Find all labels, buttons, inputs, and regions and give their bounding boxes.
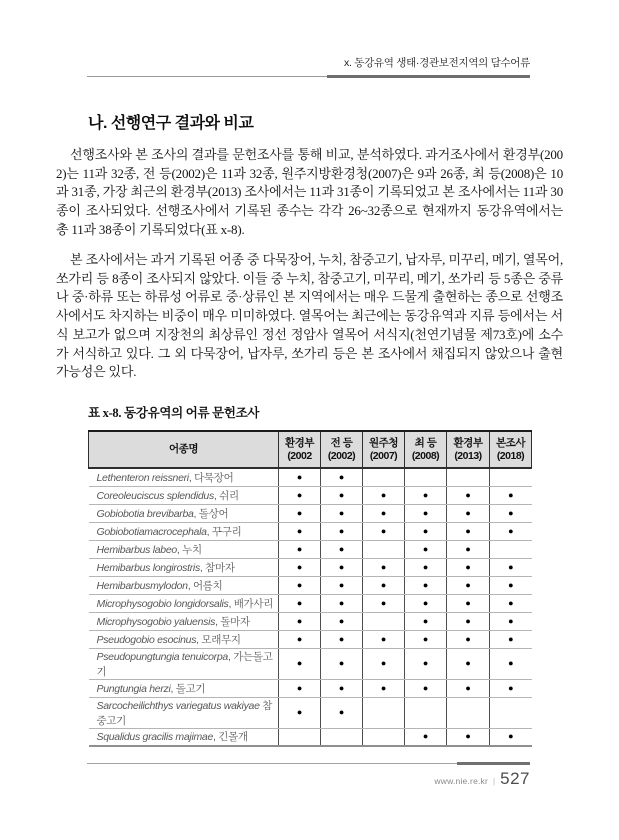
- footer-rule: [87, 762, 530, 765]
- species-name-cell: [89, 468, 279, 486]
- presence-mark-cell: ●: [447, 648, 490, 679]
- header-rule: [87, 75, 530, 78]
- presence-mark-cell: ●: [321, 612, 363, 630]
- species-name-cell: [89, 540, 279, 558]
- presence-mark-cell: ●: [279, 576, 321, 594]
- presence-mark-cell: ●: [490, 630, 532, 648]
- table-row: [89, 504, 532, 522]
- species-name-cell: [89, 679, 279, 697]
- presence-mark-cell: [490, 468, 532, 486]
- table-row: [89, 612, 532, 630]
- presence-mark-cell: ●: [405, 630, 447, 648]
- species-table-body: [89, 468, 532, 746]
- presence-mark-cell: ●: [363, 630, 405, 648]
- presence-mark-cell: ●: [363, 648, 405, 679]
- species-name-cell: [89, 594, 279, 612]
- species-korean-name: , 배가사리: [228, 597, 274, 610]
- presence-mark-cell: [490, 540, 532, 558]
- table-row: [89, 594, 532, 612]
- presence-mark-cell: ●: [279, 486, 321, 504]
- species-latin-name: Microphysogobio longidorsalis: [96, 597, 229, 610]
- species-korean-name: , 누치: [176, 543, 202, 556]
- presence-mark-cell: ●: [447, 540, 490, 558]
- species-latin-name: Squalidus gracilis majimae: [96, 731, 214, 744]
- column-header-survey-5: 환경부 (2013): [447, 431, 490, 468]
- presence-mark-cell: ●: [321, 630, 363, 648]
- presence-mark-cell: [447, 468, 490, 486]
- table-row: [89, 576, 532, 594]
- presence-mark-cell: [490, 697, 532, 728]
- species-korean-name: , 모래무지: [196, 633, 241, 646]
- table-row: [89, 728, 532, 746]
- species-name-cell: [89, 576, 279, 594]
- presence-mark-cell: [363, 468, 405, 486]
- presence-mark-cell: ●: [405, 522, 447, 540]
- species-korean-name: , 다묵장어: [188, 471, 234, 484]
- literature-table-wrap: [88, 430, 531, 747]
- presence-mark-cell: ●: [405, 486, 447, 504]
- species-latin-name: Coreoleuciscus splendidus: [96, 489, 214, 502]
- species-name-cell: [89, 648, 279, 679]
- species-latin-name: Hemibarbusmylodon: [96, 579, 188, 592]
- presence-mark-cell: ●: [490, 486, 532, 504]
- presence-mark-cell: ●: [321, 540, 363, 558]
- presence-mark-cell: ●: [321, 468, 363, 486]
- footer-rule-thick: [457, 762, 530, 765]
- presence-mark-cell: ●: [405, 648, 447, 679]
- species-korean-name: , 참마자: [199, 561, 235, 574]
- footer-site-url: www.nie.re.kr: [434, 776, 489, 786]
- page-header: [87, 55, 530, 78]
- presence-mark-cell: ●: [279, 648, 321, 679]
- presence-mark-cell: ●: [447, 679, 490, 697]
- species-latin-name: Gobiobotiamacrocephala: [96, 525, 207, 538]
- presence-mark-cell: ●: [321, 697, 363, 728]
- presence-mark-cell: ●: [279, 630, 321, 648]
- body-paragraph-1: 선행조사와 본 조사의 결과를 문헌조사를 통해 비교, 분석하였다. 과거조사에서 환경부(2002)는 11과 32종, 전 등(2002)은 11과 32종, 원주지방환경청(2007)은 9과 26종, 최 등(2008)은 10과 31종, 가장 최근의 환경부(2013) 조사에서는 11과 31종이 기록되었고 본 조사에서는 11과 30종이 조사되었다. 선행조사에서 기록된 종수는 각각 26~32종으로 현재까지 동강유역에서는 총 11과 38종이 기록되었다(표 x-8).: [56, 147, 563, 237]
- presence-mark-cell: ●: [321, 679, 363, 697]
- presence-mark-cell: ●: [321, 486, 363, 504]
- species-latin-name: Hemibarbus longirostris: [96, 561, 200, 574]
- species-latin-name: Sarcocheilichthys variegatus wakiyae: [96, 699, 260, 712]
- running-header-title: x. 동강유역 생태·경관보전지역의 담수어류: [344, 57, 530, 69]
- presence-mark-cell: ●: [279, 679, 321, 697]
- presence-mark-cell: ●: [447, 630, 490, 648]
- presence-mark-cell: ●: [321, 648, 363, 679]
- table-header-row: [89, 431, 532, 468]
- presence-mark-cell: ●: [279, 468, 321, 486]
- table-row: [89, 522, 532, 540]
- presence-mark-cell: ●: [405, 612, 447, 630]
- presence-mark-cell: ●: [490, 504, 532, 522]
- species-latin-name: Hemibarbus labeo: [96, 543, 177, 556]
- presence-mark-cell: ●: [447, 558, 490, 576]
- presence-mark-cell: [363, 540, 405, 558]
- presence-mark-cell: ●: [447, 594, 490, 612]
- species-latin-name: Pungtungia herzi: [96, 682, 171, 695]
- species-name-cell: [89, 697, 279, 728]
- presence-mark-cell: ●: [447, 486, 490, 504]
- column-header-survey-1: 환경부 (2002: [279, 431, 321, 468]
- species-name-cell: [89, 558, 279, 576]
- presence-mark-cell: [447, 697, 490, 728]
- table-row: [89, 697, 532, 728]
- presence-mark-cell: ●: [321, 558, 363, 576]
- presence-mark-cell: ●: [405, 594, 447, 612]
- species-korean-name: , 돌고기: [170, 682, 206, 695]
- presence-mark-cell: ●: [321, 504, 363, 522]
- presence-mark-cell: ●: [405, 728, 447, 746]
- presence-mark-cell: ●: [405, 576, 447, 594]
- presence-mark-cell: ●: [279, 612, 321, 630]
- fish-literature-table: [88, 430, 532, 747]
- presence-mark-cell: ●: [405, 679, 447, 697]
- column-header-survey-2: 전 등 (2002): [321, 431, 363, 468]
- presence-mark-cell: ●: [405, 558, 447, 576]
- presence-mark-cell: ●: [490, 728, 532, 746]
- presence-mark-cell: ●: [405, 540, 447, 558]
- presence-mark-cell: ●: [363, 594, 405, 612]
- page-footer: [87, 762, 530, 789]
- header-rule-thick: [327, 75, 530, 78]
- species-latin-name: Lethenteron reissneri: [96, 471, 189, 484]
- species-name-cell: [89, 630, 279, 648]
- presence-mark-cell: ●: [447, 504, 490, 522]
- presence-mark-cell: ●: [490, 594, 532, 612]
- presence-mark-cell: [279, 728, 321, 746]
- presence-mark-cell: [363, 728, 405, 746]
- presence-mark-cell: ●: [447, 728, 490, 746]
- table-row: [89, 468, 532, 486]
- footer-text: [87, 769, 530, 789]
- presence-mark-cell: [405, 697, 447, 728]
- table-row: [89, 648, 532, 679]
- species-name-cell: [89, 728, 279, 746]
- presence-mark-cell: ●: [363, 504, 405, 522]
- presence-mark-cell: ●: [279, 540, 321, 558]
- presence-mark-cell: ●: [363, 522, 405, 540]
- presence-mark-cell: ●: [279, 594, 321, 612]
- species-korean-name: , 쉬리: [213, 489, 239, 502]
- presence-mark-cell: ●: [321, 576, 363, 594]
- presence-mark-cell: ●: [363, 558, 405, 576]
- footer-separator: |: [493, 777, 496, 786]
- presence-mark-cell: ●: [405, 504, 447, 522]
- presence-mark-cell: ●: [279, 558, 321, 576]
- species-korean-name: 참중고기: [96, 699, 273, 727]
- species-latin-name: Pseudogobio esocinus: [96, 633, 197, 646]
- species-korean-name: , 꾸구리: [206, 525, 242, 538]
- presence-mark-cell: ●: [490, 648, 532, 679]
- presence-mark-cell: ●: [490, 576, 532, 594]
- section-heading: 나. 선행연구 결과와 비교: [88, 115, 254, 132]
- presence-mark-cell: ●: [490, 558, 532, 576]
- species-korean-name: , 돌마자: [215, 615, 250, 628]
- column-header-species: 어종명: [89, 431, 279, 468]
- footer-page-number: 527: [500, 769, 530, 788]
- table-row: [89, 540, 532, 558]
- species-name-cell: [89, 522, 279, 540]
- column-header-survey-4: 최 등 (2008): [405, 431, 447, 468]
- presence-mark-cell: [321, 728, 363, 746]
- table-row: [89, 558, 532, 576]
- table-row: [89, 679, 532, 697]
- presence-mark-cell: ●: [447, 522, 490, 540]
- presence-mark-cell: ●: [447, 612, 490, 630]
- presence-mark-cell: [405, 468, 447, 486]
- presence-mark-cell: ●: [321, 594, 363, 612]
- species-name-cell: [89, 486, 279, 504]
- table-caption: 표 x-8. 동강유역의 어류 문헌조사: [88, 406, 260, 420]
- species-name-cell: [89, 504, 279, 522]
- body-paragraph-2: 본 조사에서는 과거 기록된 어종 중 다묵장어, 누치, 참중고기, 납자루, 미꾸리, 메기, 열목어, 쏘가리 등 8종이 조사되지 않았다. 이들 중 누치, 참중고기, 미꾸리, 메기, 쏘가리 등 5종은 중류나 중·하류 또는 하류성 어류로 중·상류인 본 지역에서는 매우 드물게 출현하는 종으로 선행조사에서도 차지하는 비중이 매우 미미하였다. 열목어는 최근에는 동강유역과 지류 등에서는 서식 보고가 없으며 지장천의 최상류인 정선 정암사 열목어 서식지(천연기념물 제73호)에 소수가 서식하고 있다. 그 외 다묵장어, 납자루, 쏘가리 등은 본 조사에서 채집되지 않았으나 출현 가능성은 있다.: [56, 252, 563, 380]
- species-latin-name: Microphysogobio yaluensis: [96, 615, 216, 628]
- presence-mark-cell: ●: [363, 486, 405, 504]
- presence-mark-cell: ●: [363, 576, 405, 594]
- presence-mark-cell: ●: [279, 522, 321, 540]
- column-header-survey-6: 본조사 (2018): [490, 431, 532, 468]
- species-latin-name: Pseudopungtungia tenuicorpa: [96, 650, 228, 663]
- species-korean-name: , 긴몰개: [213, 731, 248, 744]
- species-latin-name: Gobiobotia brevibarba: [96, 507, 194, 520]
- presence-mark-cell: [363, 697, 405, 728]
- table-row: [89, 630, 532, 648]
- presence-mark-cell: ●: [279, 697, 321, 728]
- presence-mark-cell: ●: [321, 522, 363, 540]
- presence-mark-cell: ●: [447, 576, 490, 594]
- species-korean-name: , 가는돌고기: [96, 650, 273, 678]
- presence-mark-cell: ●: [490, 679, 532, 697]
- presence-mark-cell: [363, 612, 405, 630]
- species-korean-name: , 어름치: [187, 579, 223, 592]
- table-row: [89, 486, 532, 504]
- presence-mark-cell: ●: [279, 504, 321, 522]
- species-korean-name: , 돌상어: [193, 507, 229, 520]
- presence-mark-cell: ●: [490, 522, 532, 540]
- presence-mark-cell: ●: [363, 679, 405, 697]
- species-name-cell: [89, 612, 279, 630]
- presence-mark-cell: ●: [490, 612, 532, 630]
- column-header-survey-3: 원주청 (2007): [363, 431, 405, 468]
